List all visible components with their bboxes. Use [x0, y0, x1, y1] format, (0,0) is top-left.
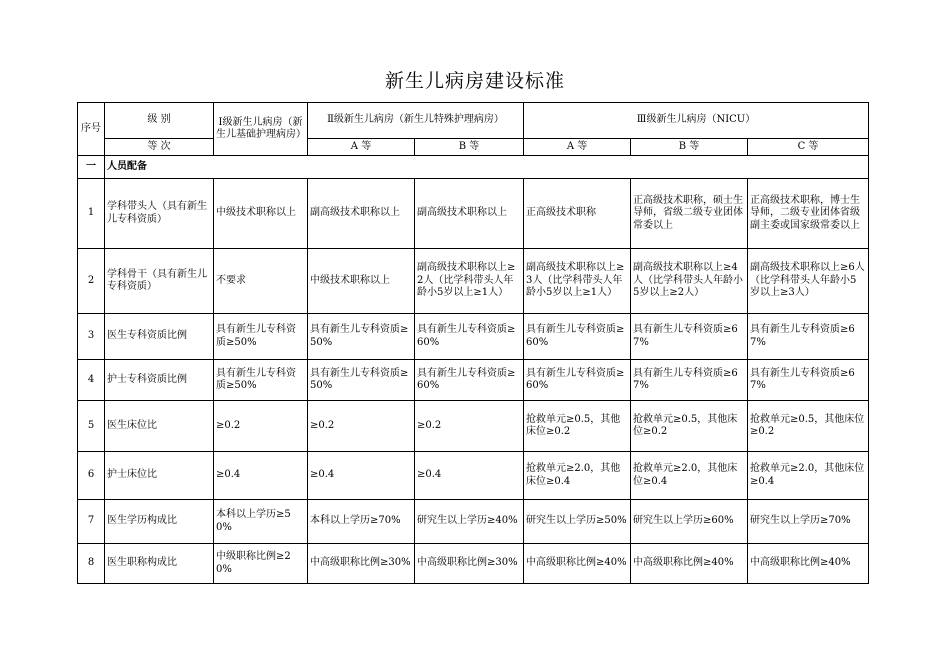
cell-level-3-a: 中高级职称比例≥40%: [524, 544, 631, 584]
cell-level-3-c: 抢救单元≥0.5，其他床位≥0.2: [748, 401, 869, 452]
cell-level-2-a: 具有新生儿专科资质≥50%: [308, 314, 415, 360]
cell-level-1: 具有新生儿专科资质≥50%: [214, 360, 308, 401]
cell-level-2-a: 本科以上学历≥70%: [308, 500, 415, 544]
cell-level-1: 中级技术职称以上: [214, 179, 308, 249]
row-number: 4: [78, 360, 105, 401]
cell-level-3-c: 具有新生儿专科资质≥67%: [748, 314, 869, 360]
table-row: [78, 360, 869, 401]
row-number: 1: [78, 179, 105, 249]
cell-level-2-b: 研究生以上学历≥40%: [415, 500, 524, 544]
cell-level-3-b: 副高级技术职称以上≥4人（比学科带头人年龄小5岁以上≥2人）: [631, 249, 748, 314]
row-item: 学科骨干（具有新生儿专科资质）: [105, 249, 214, 314]
cell-level-1: 中级职称比例≥20%: [214, 544, 308, 584]
header-level-3-b: B 等: [631, 139, 748, 156]
header-level-3-c: C 等: [748, 139, 869, 156]
table-row: [78, 544, 869, 584]
cell-level-2-a: 中高级职称比例≥30%: [308, 544, 415, 584]
cell-level-1: 具有新生儿专科资质≥50%: [214, 314, 308, 360]
header-level: 级 别: [105, 103, 214, 139]
row-number: 8: [78, 544, 105, 584]
section-number: 一: [78, 156, 105, 179]
cell-level-3-c: 具有新生儿专科资质≥67%: [748, 360, 869, 401]
header-level-2-a: A 等: [308, 139, 415, 156]
cell-level-2-b: 副高级技术职称以上≥2人（比学科带头人年龄小5岁以上≥1人）: [415, 249, 524, 314]
header-seq: 序号: [78, 103, 105, 156]
table-row: [78, 500, 869, 544]
section-row: [78, 156, 869, 179]
cell-level-2-b: ≥0.2: [415, 401, 524, 452]
cell-level-2-a: 具有新生儿专科资质≥50%: [308, 360, 415, 401]
cell-level-3-c: 副高级技术职称以上≥6人（比学科带头人年龄小5岁以上≥3人）: [748, 249, 869, 314]
row-item: 护士床位比: [105, 452, 214, 500]
cell-level-3-a: 副高级技术职称以上≥3人（比学科带头人年龄小5岁以上≥1人）: [524, 249, 631, 314]
row-item: 医生专科资质比例: [105, 314, 214, 360]
header-row-level: [78, 103, 869, 139]
cell-level-2-a: 副高级技术职称以上: [308, 179, 415, 249]
cell-level-2-b: 具有新生儿专科资质≥60%: [415, 314, 524, 360]
cell-level-3-a: 具有新生儿专科资质≥60%: [524, 314, 631, 360]
table-row: [78, 314, 869, 360]
table-row: [78, 249, 869, 314]
cell-level-3-b: 研究生以上学历≥60%: [631, 500, 748, 544]
cell-level-3-a: 具有新生儿专科资质≥60%: [524, 360, 631, 401]
standards-table: [77, 102, 869, 584]
cell-level-3-c: 抢救单元≥2.0，其他床位≥0.4: [748, 452, 869, 500]
row-item: 医生职称构成比: [105, 544, 214, 584]
cell-level-2-a: ≥0.2: [308, 401, 415, 452]
row-number: 2: [78, 249, 105, 314]
cell-level-3-b: 中高级职称比例≥40%: [631, 544, 748, 584]
cell-level-2-b: ≥0.4: [415, 452, 524, 500]
cell-level-2-b: 中高级职称比例≥30%: [415, 544, 524, 584]
cell-level-3-b: 抢救单元≥2.0，其他床位≥0.4: [631, 452, 748, 500]
cell-level-3-b: 抢救单元≥0.5，其他床位≥0.2: [631, 401, 748, 452]
section-label: 人员配备: [105, 156, 869, 179]
row-item: 医生床位比: [105, 401, 214, 452]
cell-level-1: ≥0.4: [214, 452, 308, 500]
header-grade: 等 次: [105, 139, 214, 156]
cell-level-1: ≥0.2: [214, 401, 308, 452]
table-row: [78, 179, 869, 249]
cell-level-3-c: 研究生以上学历≥70%: [748, 500, 869, 544]
row-number: 6: [78, 452, 105, 500]
cell-level-1: 本科以上学历≥50%: [214, 500, 308, 544]
header-level-3-a: A 等: [524, 139, 631, 156]
cell-level-1: 不要求: [214, 249, 308, 314]
cell-level-3-b: 具有新生儿专科资质≥67%: [631, 360, 748, 401]
row-item: 护士专科资质比例: [105, 360, 214, 401]
cell-level-3-c: 正高级技术职称，博士生导师，二级专业团体省级副主委或国家级常委以上: [748, 179, 869, 249]
row-item: 医生学历构成比: [105, 500, 214, 544]
header-level-2: Ⅱ级新生儿病房（新生儿特殊护理病房）: [308, 103, 524, 139]
cell-level-3-a: 研究生以上学历≥50%: [524, 500, 631, 544]
table-row: [78, 401, 869, 452]
cell-level-2-a: 中级技术职称以上: [308, 249, 415, 314]
cell-level-3-a: 抢救单元≥0.5，其他床位≥0.2: [524, 401, 631, 452]
cell-level-3-b: 具有新生儿专科资质≥67%: [631, 314, 748, 360]
row-number: 7: [78, 500, 105, 544]
page-title: 新生儿病房建设标准: [384, 70, 565, 92]
header-level-3: Ⅲ级新生儿病房（NICU）: [524, 103, 869, 139]
header-row-grade: [78, 139, 869, 156]
cell-level-2-b: 副高级技术职称以上: [415, 179, 524, 249]
header-level-2-b: B 等: [415, 139, 524, 156]
row-number: 3: [78, 314, 105, 360]
table-row: [78, 452, 869, 500]
cell-level-2-a: ≥0.4: [308, 452, 415, 500]
row-item: 学科带头人（具有新生儿专科资质）: [105, 179, 214, 249]
cell-level-3-c: 中高级职称比例≥40%: [748, 544, 869, 584]
cell-level-2-b: 具有新生儿专科资质≥60%: [415, 360, 524, 401]
header-level-1: Ⅰ级新生儿病房（新生儿基础护理病房）: [214, 103, 308, 156]
cell-level-3-a: 抢救单元≥2.0，其他床位≥0.4: [524, 452, 631, 500]
cell-level-3-a: 正高级技术职称: [524, 179, 631, 249]
cell-level-3-b: 正高级技术职称，硕士生导师，省级二级专业团体常委以上: [631, 179, 748, 249]
row-number: 5: [78, 401, 105, 452]
